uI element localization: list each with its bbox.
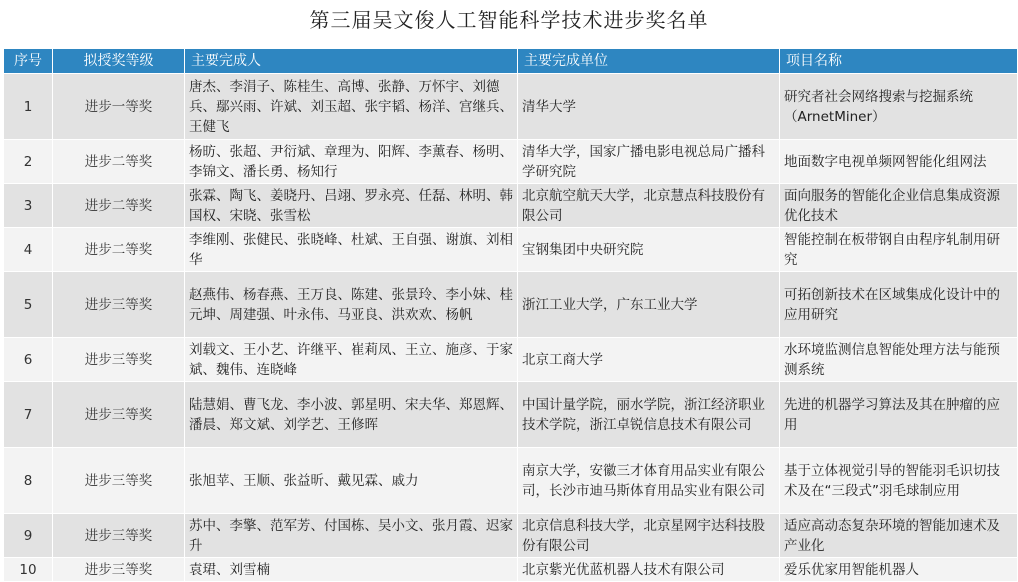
table-row <box>4 140 1018 184</box>
table-row <box>4 338 1018 382</box>
cell-level: 进步三等奖 <box>53 514 185 558</box>
cell-level: 进步一等奖 <box>53 74 185 140</box>
cell-level: 进步三等奖 <box>53 382 185 448</box>
award-table <box>3 48 1018 582</box>
cell-units: 北京紫光优蓝机器人技术有限公司 <box>518 558 780 582</box>
cell-project: 智能控制在板带钢自由程序轧制用研究 <box>780 228 1018 272</box>
cell-project: 基于立体视觉引导的智能羽毛识切技术及在“三段式”羽毛球制应用 <box>780 448 1018 514</box>
cell-project: 先进的机器学习算法及其在肿瘤的应用 <box>780 382 1018 448</box>
cell-people: 张旭苹、王顺、张益昕、戴见霖、戚力 <box>185 448 518 514</box>
column-header-people: 主要完成人 <box>185 49 518 74</box>
cell-units: 清华大学 <box>518 74 780 140</box>
table-row <box>4 184 1018 228</box>
table-row <box>4 228 1018 272</box>
cell-level: 进步二等奖 <box>53 228 185 272</box>
cell-no: 2 <box>4 140 53 184</box>
cell-project: 可拓创新技术在区域集成化设计中的应用研究 <box>780 272 1018 338</box>
cell-people: 袁珺、刘雪楠 <box>185 558 518 582</box>
cell-people: 刘载文、王小艺、许继平、崔莉凤、王立、施彦、于家斌、魏伟、连晓峰 <box>185 338 518 382</box>
cell-people: 张霖、陶飞、姜晓丹、吕翊、罗永亮、任磊、林明、韩国权、宋晓、张雪松 <box>185 184 518 228</box>
cell-people: 唐杰、李涓子、陈桂生、高博、张静、万怀宇、刘德兵、鄢兴雨、许斌、刘玉超、张宇韬、杨洋、宫继兵、王健飞 <box>185 74 518 140</box>
cell-people: 杨昉、张超、尹衍斌、章理为、阳辉、李薰春、杨明、李锦文、潘长勇、杨知行 <box>185 140 518 184</box>
cell-no: 6 <box>4 338 53 382</box>
column-header-level: 拟授奖等级 <box>53 49 185 74</box>
table-row <box>4 272 1018 338</box>
cell-no: 8 <box>4 448 53 514</box>
page-title: 第三届吴文俊人工智能科学技术进步奖名单 <box>309 8 709 32</box>
cell-no: 10 <box>4 558 53 582</box>
cell-level: 进步三等奖 <box>53 338 185 382</box>
cell-no: 1 <box>4 74 53 140</box>
cell-project: 适应高动态复杂环境的智能加速术及产业化 <box>780 514 1018 558</box>
table-row <box>4 448 1018 514</box>
cell-units: 宝钢集团中央研究院 <box>518 228 780 272</box>
table-row <box>4 74 1018 140</box>
cell-no: 3 <box>4 184 53 228</box>
cell-level: 进步二等奖 <box>53 140 185 184</box>
cell-project: 研究者社会网络搜索与挖掘系统（ArnetMiner） <box>780 74 1018 140</box>
cell-no: 7 <box>4 382 53 448</box>
column-header-project: 项目名称 <box>780 49 1018 74</box>
cell-project: 爱乐优家用智能机器人 <box>780 558 1018 582</box>
cell-level: 进步三等奖 <box>53 448 185 514</box>
table-row <box>4 514 1018 558</box>
column-header-no: 序号 <box>4 49 53 74</box>
cell-people: 李维刚、张健民、张晓峰、杜斌、王自强、谢旗、刘相华 <box>185 228 518 272</box>
cell-units: 北京航空航天大学，北京慧点科技股份有限公司 <box>518 184 780 228</box>
cell-units: 浙江工业大学，广东工业大学 <box>518 272 780 338</box>
cell-project: 水环境监测信息智能处理方法与能预测系统 <box>780 338 1018 382</box>
column-header-units: 主要完成单位 <box>518 49 780 74</box>
cell-people: 陆慧娟、曹飞龙、李小波、郭星明、宋夫华、郑恩辉、潘晨、郑文斌、刘学艺、王修晖 <box>185 382 518 448</box>
cell-no: 5 <box>4 272 53 338</box>
cell-level: 进步三等奖 <box>53 558 185 582</box>
cell-units: 南京大学，安徽三才体育用品实业有限公司，长沙市迪马斯体育用品实业有限公司 <box>518 448 780 514</box>
cell-units: 北京工商大学 <box>518 338 780 382</box>
table-header-row <box>4 49 1018 74</box>
cell-people: 苏中、李擎、范军芳、付国栋、吴小文、张月霞、迟家升 <box>185 514 518 558</box>
cell-units: 北京信息科技大学，北京星网宇达科技股份有限公司 <box>518 514 780 558</box>
cell-level: 进步三等奖 <box>53 272 185 338</box>
table-row <box>4 382 1018 448</box>
cell-no: 9 <box>4 514 53 558</box>
cell-project: 地面数字电视单频网智能化组网法 <box>780 140 1018 184</box>
cell-units: 清华大学，国家广播电影电视总局广播科学研究院 <box>518 140 780 184</box>
cell-level: 进步二等奖 <box>53 184 185 228</box>
cell-no: 4 <box>4 228 53 272</box>
cell-project: 面向服务的智能化企业信息集成资源优化技术 <box>780 184 1018 228</box>
cell-units: 中国计量学院，丽水学院，浙江经济职业技术学院，浙江卓锐信息技术有限公司 <box>518 382 780 448</box>
cell-people: 赵燕伟、杨春燕、王万良、陈建、张景玲、李小妹、桂元坤、周建强、叶永伟、马亚良、洪欢欢、杨帆 <box>185 272 518 338</box>
table-row <box>4 558 1018 582</box>
